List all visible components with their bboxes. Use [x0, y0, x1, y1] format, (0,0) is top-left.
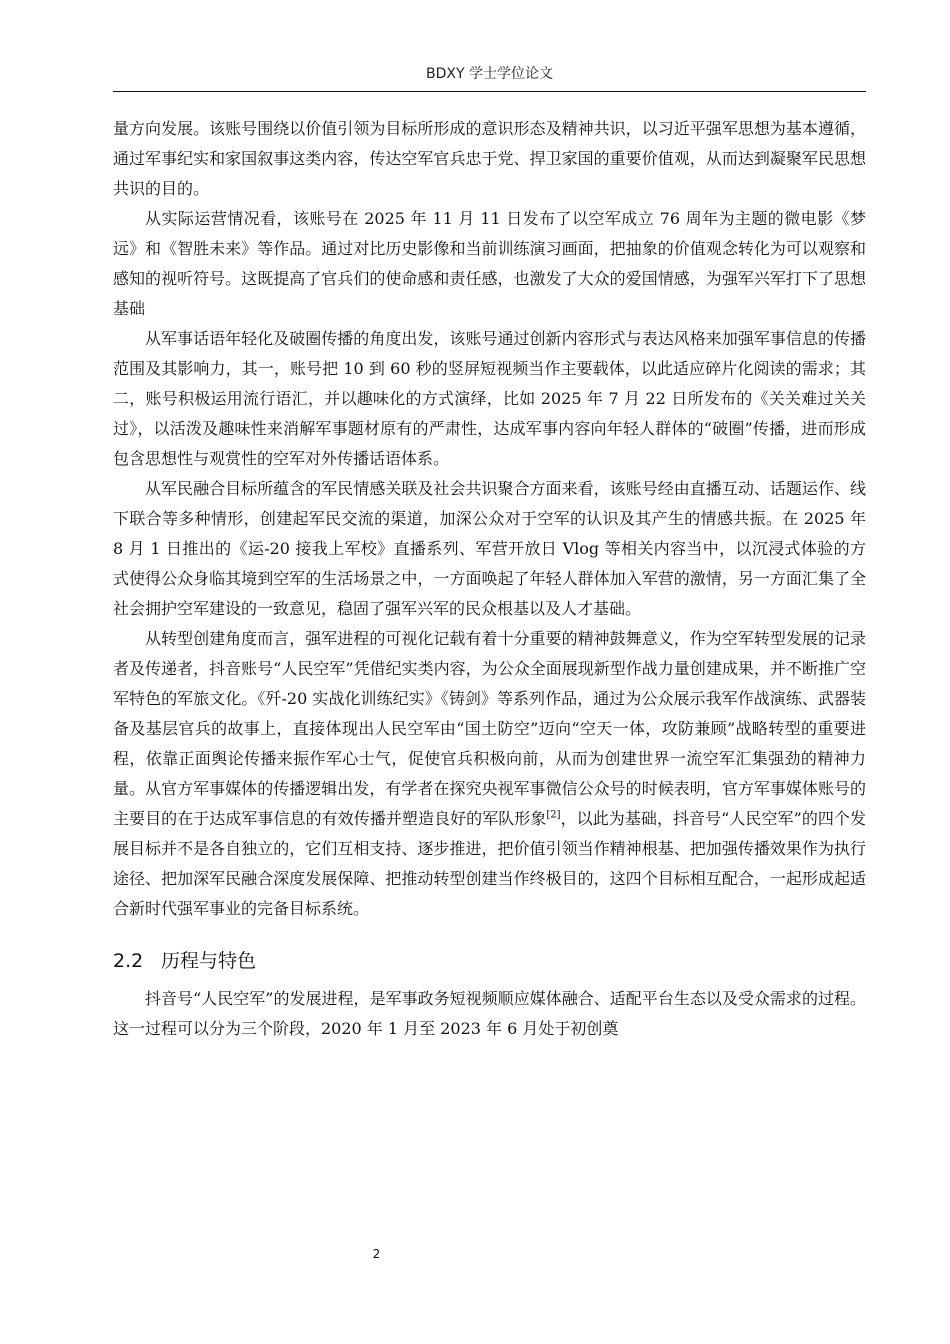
- section-heading: [113, 946, 866, 976]
- section-title: 历程与特色: [161, 950, 257, 972]
- body-text: [113, 114, 866, 1044]
- paragraph-4: 从军民融合目标所蕴含的军民情感关联及社会共识聚合方面来看，该账号经由直播互动、话题运作、线下联合等多种情形，创建起军民交流的渠道，加深公众对于空军的认识及其产生的情感共振。在 2025 年 8 月 1 日推出的《运-20 接我上军校》直播系列、军营开放日 Vlog 等相关内容当中，以沉浸式体验的方式使得公众身临其境到空军的生活场景之中，一方面唤起了年轻人群体加入军营的激情，另一方面汇集了全社会拥护空军建设的一致意见，稳固了强军兴军的民众根基以及人才基础。: [113, 479, 866, 618]
- page-header: BDXY 学士学位论文: [426, 66, 553, 82]
- paragraph-6: 抖音号“人民空军”的发展进程，是军事政务短视频顺应媒体融合、适配平台生态以及受众需求的过程。这一过程可以分为三个阶段，2020 年 1 月至 2023 年 6 月处于初创奠: [113, 989, 866, 1038]
- paragraph-5: [113, 624, 866, 924]
- paragraph-1: 量方向发展。该账号围绕以价值引领为目标所形成的意识形态及精神共识，以习近平强军思想为基本遵循，通过军事纪实和家国叙事这类内容，传达空军官兵忠于党、捍卫家国的重要价值观，从而达到凝聚军民思想共识的目的。: [113, 119, 866, 198]
- page-number: 2: [372, 1247, 381, 1261]
- paragraph-5-continuation: ，以此为基础，抖音号“人民空军”的四个发展目标并不是各自独立的，它们互相支持、逐步推进，把价值引领当作精神根基、把加强传播效果作为执行途径、把加深军民融合深度发展保障、把推动转型创建当作终极目的，这四个目标相互配合，一起形成起适合新时代强军事业的完备目标系统。: [113, 809, 866, 918]
- header-divider: [113, 91, 866, 92]
- paragraph-3: 从军事话语年轻化及破圈传播的角度出发，该账号通过创新内容形式与表达风格来加强军事信息的传播范围及其影响力，其一，账号把 10 到 60 秒的竖屏短视频当作主要载体，以此适应碎片化阅读的需求；其二，账号积极运用流行语汇，并以趣味化的方式演绎，比如 2025 年 7 月 22 日所发布的《关关难过关关过》，以活泼及趣味性来消解军事题材原有的严肃性，达成军事内容向年轻人群体的“破圈”传播，进而形成包含思想性与观赏性的空军对外传播话语体系。: [113, 329, 866, 468]
- citation-reference[interactable]: [2]: [546, 809, 561, 821]
- section-number: 2.2: [113, 950, 144, 972]
- paragraph-5-text: 从转型创建角度而言，强军进程的可视化记载有着十分重要的精神鼓舞意义，作为空军转型发展的记录者及传递者，抖音账号“人民空军”凭借纪实类内容，为公众全面展现新型作战力量创建成果，并不断推广空军特色的军旅文化。《歼-20 实战化训练纪实》《铸剑》等系列作品，通过为公众展示我军作战演练、武器装备及基层官兵的故事上，直接体现出人民空军由“国土防空”迈向“空天一体，攻防兼顾”战略转型的重要进程，依靠正面舆论传播来振作军心士气，促使官兵积极向前，从而为创建世界一流空军汇集强劲的精神力量。从官方军事媒体的传播逻辑出发，有学者在探究央视军事微信公众号的时候表明，官方军事媒体账号的主要目的在于达成军事信息的有效传播并塑造良好的军队形象: [113, 629, 866, 828]
- paragraph-2: 从实际运营情况看，该账号在 2025 年 11 月 11 日发布了以空军成立 76 周年为主题的微电影《梦远》和《智胜未来》等作品。通过对比历史影像和当前训练演习画面，把抽象的价值观念转化为可以观察和感知的视听符号。这既提高了官兵们的使命感和责任感，也激发了大众的爱国情感，为强军兴军打下了思想基础: [113, 209, 866, 318]
